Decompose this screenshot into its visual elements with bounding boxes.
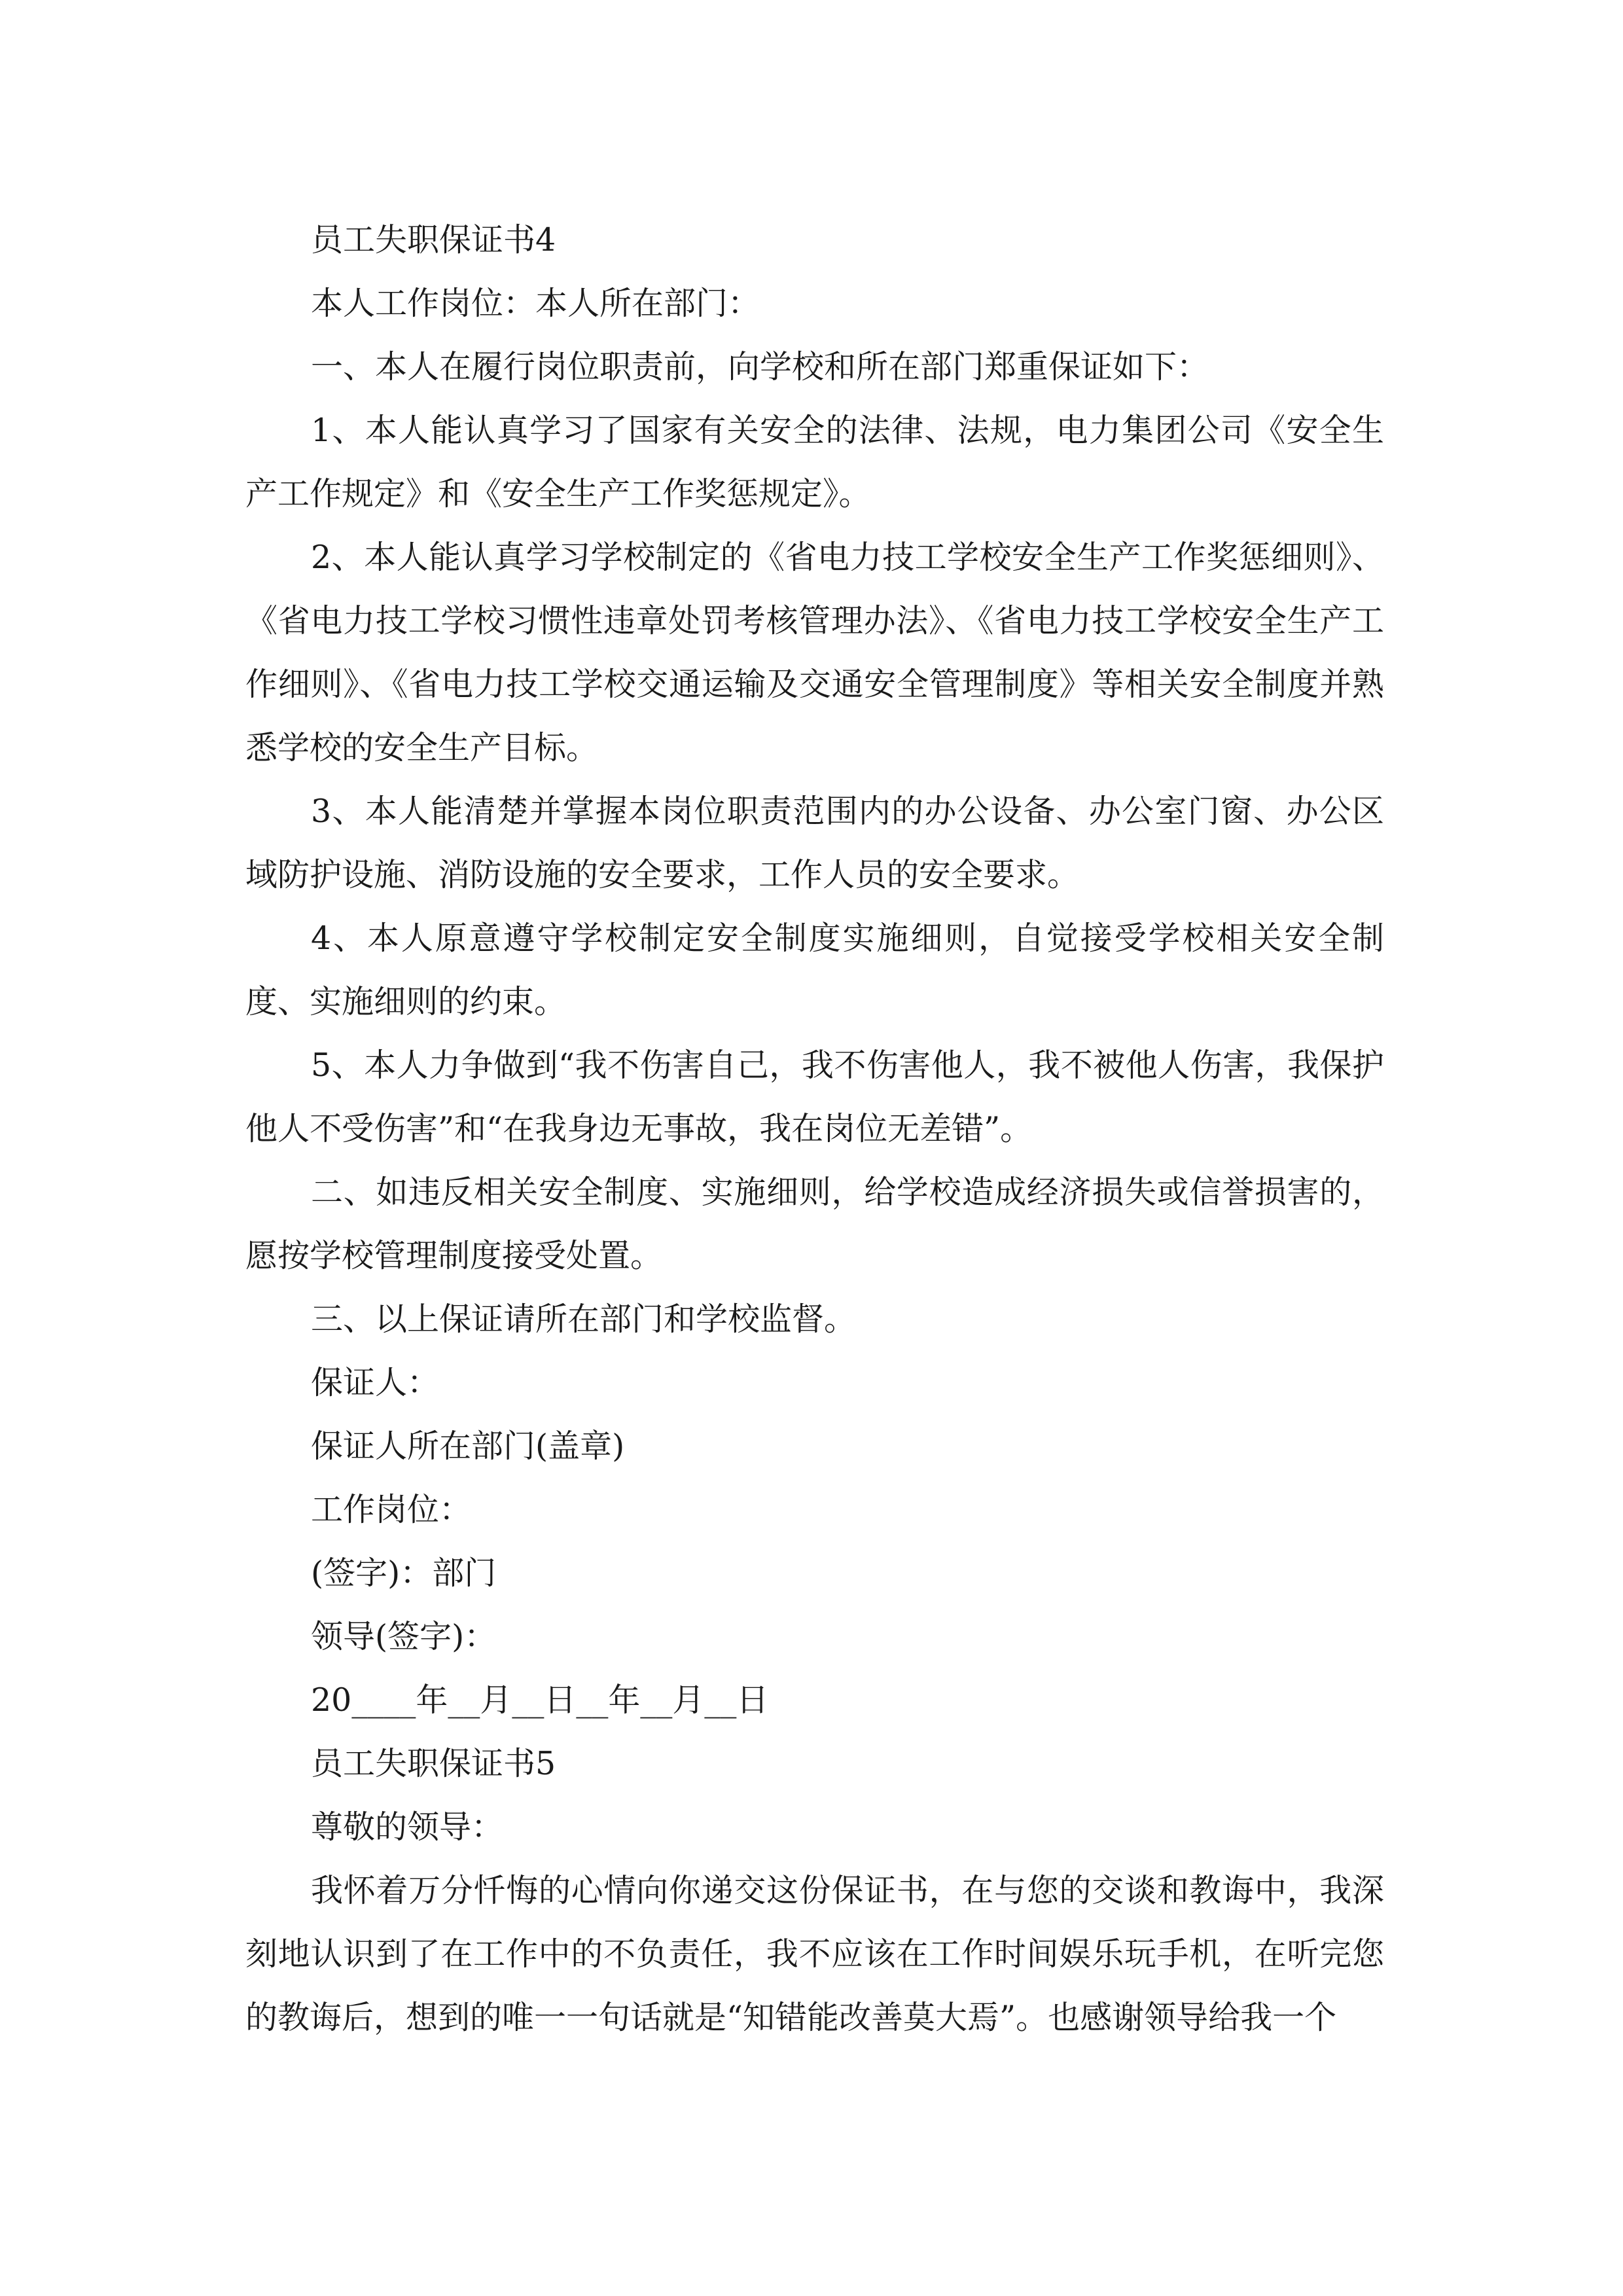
post-department-line: 本人工作岗位：本人所在部门：	[311, 285, 760, 322]
guarantor-label: 保证人：	[311, 1364, 440, 1401]
guarantor-department: 保证人所在部门(盖章)	[311, 1427, 625, 1465]
section-5-body: 我怀着万分忏悔的心情向你递交这份保证书，在与您的交谈和教诲中，我深刻地认识到了在工作中的不负责任，我不应该在工作时间娱乐玩手机，在听完您的教诲后，想到的唯一一句话就是“知错能改善莫大焉”。也感谢领导给我一个	[245, 1872, 1384, 2036]
section-5-title: 员工失职保证书5	[311, 1745, 556, 1782]
item-two: 二、如违反相关安全制度、实施细则，给学校造成经济损失或信誉损害的，愿按学校管理制度接受处置。	[245, 1174, 1384, 1274]
item-one-intro: 一、本人在履行岗位职责前，向学校和所在部门郑重保证如下：	[311, 348, 1209, 386]
clause-2: 2、本人能认真学习学校制定的《省电力技工学校安全生产工作奖惩细则》、《省电力技工学校习惯性违章处罚考核管理办法》、《省电力技工学校安全生产工作细则》、《省电力技工学校交通运输及交通安全管理制度》等相关安全制度并熟悉学校的安全生产目标。	[245, 539, 1384, 766]
signature-department: (签字)：部门	[311, 1554, 497, 1592]
item-three: 三、以上保证请所在部门和学校监督。	[311, 1300, 857, 1338]
section-4-title: 员工失职保证书4	[311, 221, 556, 259]
leader-signature: 领导(签字)：	[311, 1618, 497, 1655]
post-label: 工作岗位：	[311, 1491, 472, 1528]
date-line: 20____年__月__日__年__月__日	[311, 1681, 769, 1719]
clause-3: 3、本人能清楚并掌握本岗位职责范围内的办公设备、办公室门窗、办公区域防护设施、消防设施的安全要求，工作人员的安全要求。	[245, 793, 1384, 893]
clause-4: 4、本人原意遵守学校制定安全制度实施细则，自觉接受学校相关安全制度、实施细则的约束。	[245, 920, 1384, 1020]
clause-1: 1、本人能认真学习了国家有关安全的法律、法规，电力集团公司《安全生产工作规定》和《安全生产工作奖惩规定》。	[245, 412, 1384, 512]
clause-5: 5、本人力争做到“我不伤害自己，我不伤害他人，我不被他人伤害，我保护他人不受伤害”和“在我身边无事故，我在岗位无差错”。	[245, 1047, 1384, 1147]
salutation: 尊敬的领导：	[311, 1808, 504, 1846]
